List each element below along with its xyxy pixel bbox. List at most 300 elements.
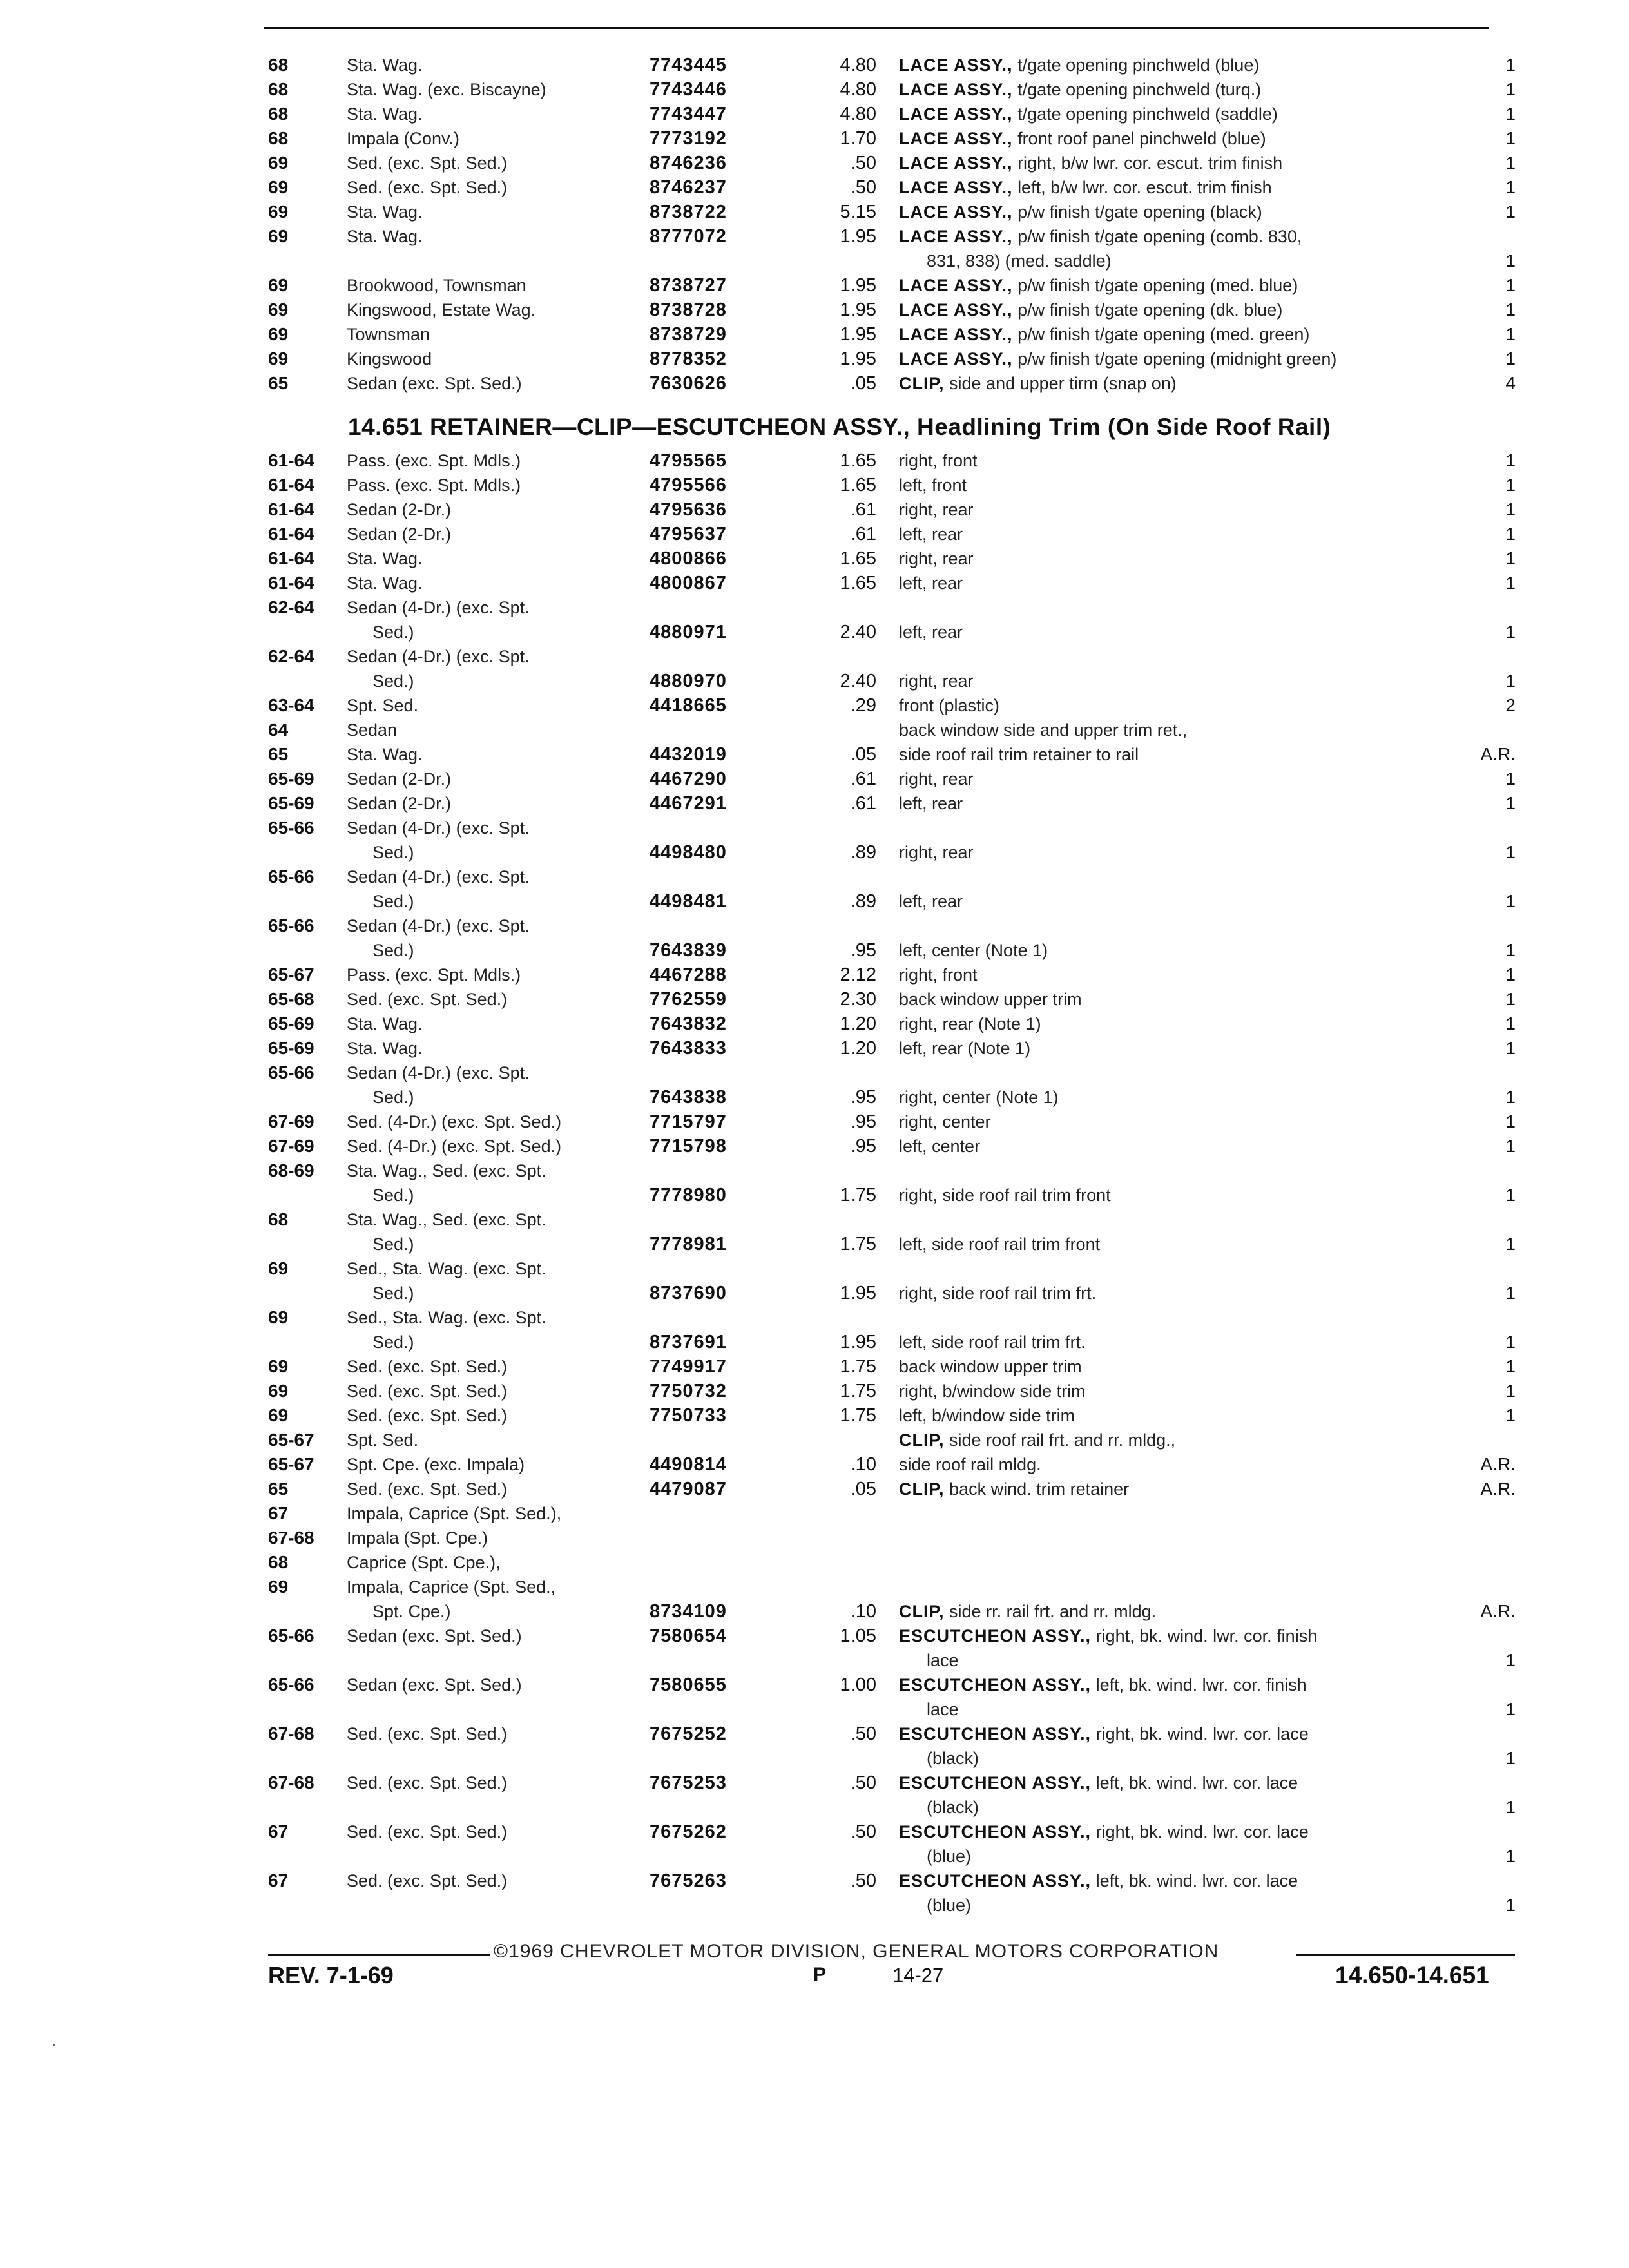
- quantity: 1: [1505, 153, 1516, 173]
- list-price: .05: [850, 373, 876, 394]
- list-price: 1.05: [840, 1626, 876, 1646]
- model-name-continued: Sed.): [372, 622, 414, 642]
- list-price: 1.95: [840, 226, 876, 247]
- model-name-continued: Spt. Cpe.): [372, 1602, 451, 1621]
- description-text: right, bk. wind. lwr. cor. finish: [1095, 1626, 1318, 1646]
- model-year: 65: [268, 1479, 289, 1499]
- model-name: Sedan (2-Dr.): [347, 524, 452, 544]
- table-row: [0, 450, 1629, 472]
- table-row: [0, 1160, 1629, 1206]
- part-number: 7675262: [650, 1821, 727, 1842]
- part-number: 8738729: [650, 324, 727, 345]
- part-description: [899, 323, 1466, 345]
- model-name: Brookwood, Townsman: [347, 276, 526, 295]
- list-price: 1.65: [840, 548, 876, 569]
- model-name: Impala, Caprice (Spt. Sed.,: [347, 1577, 556, 1597]
- list-price: 2.40: [840, 671, 876, 691]
- model-year: 65-69: [268, 1014, 314, 1033]
- description-text: left, rear (Note 1): [899, 1039, 1031, 1058]
- description-text: left, bk. wind. lwr. cor. finish: [1095, 1675, 1307, 1695]
- model-name: Impala, Caprice (Spt. Sed.),: [347, 1504, 562, 1523]
- scan-speck: [53, 2044, 55, 2046]
- part-number: 8746236: [650, 153, 727, 173]
- description-text: side and upper tirm (snap on): [949, 374, 1177, 393]
- description-text: left, rear: [899, 573, 963, 593]
- list-price: .29: [850, 695, 876, 716]
- model-year: 64: [268, 720, 289, 740]
- model-name: Spt. Sed.: [347, 1430, 419, 1450]
- list-price: .50: [850, 1870, 876, 1891]
- table-row: [0, 1674, 1629, 1719]
- description-continued: (blue): [927, 1896, 972, 1915]
- table-row: [0, 915, 1629, 961]
- model-name: Sedan (2-Dr.): [347, 794, 452, 813]
- part-name: ESCUTCHEON ASSY.,: [899, 1626, 1092, 1646]
- model-name: Impala (Conv.): [347, 129, 460, 148]
- model-year: 69: [268, 153, 289, 173]
- part-number: 7580655: [650, 1675, 727, 1695]
- quantity: 1: [1505, 1283, 1516, 1303]
- list-price: .05: [850, 744, 876, 765]
- part-number: 7715797: [650, 1111, 727, 1132]
- model-year: 67: [268, 1503, 289, 1523]
- part-description: [899, 1674, 1466, 1696]
- model-name: Sta. Wag.: [347, 104, 423, 124]
- list-price: .95: [850, 940, 876, 961]
- table-row: [0, 1037, 1629, 1059]
- list-price: 2.12: [840, 965, 876, 985]
- part-description: [899, 348, 1466, 370]
- part-description: [899, 274, 1466, 296]
- quantity: 1: [1505, 128, 1516, 148]
- model-year: 65-69: [268, 769, 314, 789]
- table-row: [0, 572, 1629, 594]
- model-year: 61-64: [268, 499, 314, 519]
- model-name: Sta. Wag.: [347, 549, 423, 568]
- description-text: side roof rail mldg.: [899, 1455, 1041, 1474]
- description-text: back wind. trim retainer: [949, 1479, 1130, 1499]
- table-row: [0, 1527, 1629, 1549]
- part-number: 4418665: [650, 695, 727, 716]
- model-year: 69: [268, 1381, 289, 1401]
- model-year: 62-64: [268, 646, 314, 666]
- list-price: 1.70: [840, 128, 876, 149]
- model-year: 68: [268, 79, 289, 99]
- quantity: A.R.: [1480, 1601, 1516, 1621]
- model-name: Impala (Spt. Cpe.): [347, 1528, 488, 1548]
- model-year: 65: [268, 373, 289, 393]
- table-row: [0, 1625, 1629, 1670]
- model-year: 68: [268, 1209, 289, 1229]
- quantity: 1: [1505, 573, 1516, 593]
- description-text: t/gate opening pinchweld (saddle): [1017, 104, 1278, 124]
- model-name: Sed. (exc. Spt. Sed.): [347, 1871, 508, 1890]
- list-price: 1.65: [840, 450, 876, 471]
- description-text: left, center: [899, 1137, 981, 1156]
- model-year: 61-64: [268, 548, 314, 568]
- table-row: [0, 348, 1629, 370]
- list-price: .61: [850, 524, 876, 544]
- table-row: [0, 597, 1629, 642]
- part-number: 7643838: [650, 1087, 727, 1108]
- table-row: [0, 719, 1629, 741]
- model-name: Sedan (exc. Spt. Sed.): [347, 1675, 522, 1695]
- model-name: Pass. (exc. Spt. Mdls.): [347, 451, 521, 470]
- model-year: 65-67: [268, 965, 314, 985]
- part-number: 7643833: [650, 1038, 727, 1059]
- description-text: t/gate opening pinchweld (turq.): [1017, 80, 1262, 99]
- model-year: 69: [268, 349, 289, 369]
- list-price: .89: [850, 891, 876, 912]
- part-name: LACE ASSY.,: [899, 300, 1013, 320]
- model-name: Sta. Wag.: [347, 202, 423, 222]
- model-year: 67-68: [268, 1724, 314, 1744]
- table-row: [0, 1405, 1629, 1427]
- description-text: t/gate opening pinchweld (blue): [1017, 55, 1260, 75]
- model-year: 61-64: [268, 573, 314, 593]
- part-name: CLIP,: [899, 1479, 945, 1499]
- part-number: 7743446: [650, 79, 727, 100]
- description-text: p/w finish t/gate opening (med. blue): [1017, 276, 1298, 295]
- top-rule: [264, 27, 1489, 29]
- model-year: 69: [268, 1356, 289, 1376]
- model-name-continued: Sed.): [372, 671, 414, 691]
- table-row: [0, 201, 1629, 223]
- model-year: 68: [268, 128, 289, 148]
- list-price: 1.75: [840, 1405, 876, 1426]
- model-name: Sta. Wag.: [347, 1039, 423, 1058]
- table-row: [0, 323, 1629, 345]
- part-number: 8737691: [650, 1332, 727, 1352]
- part-description: [899, 939, 1466, 961]
- part-description: [899, 548, 1466, 570]
- description-continued: 831, 838) (med. saddle): [927, 251, 1112, 271]
- table-row: [0, 695, 1629, 716]
- part-name: LACE ASSY.,: [899, 80, 1013, 99]
- quantity: 1: [1505, 251, 1516, 271]
- list-price: 1.00: [840, 1675, 876, 1695]
- description-text: right, front: [899, 965, 978, 985]
- quantity: 1: [1505, 1797, 1516, 1817]
- model-name: Sta. Wag.: [347, 1014, 423, 1033]
- model-name: Sed. (exc. Spt. Sed.): [347, 1773, 508, 1792]
- quantity: 1: [1505, 1234, 1516, 1254]
- part-number: 7750732: [650, 1381, 727, 1401]
- model-year: 65-66: [268, 867, 314, 887]
- list-price: 4.80: [840, 55, 876, 75]
- part-number: 4795637: [650, 524, 727, 544]
- model-name: Sedan (exc. Spt. Sed.): [347, 1626, 522, 1646]
- description-text: left, front: [899, 476, 967, 495]
- quantity: 1: [1505, 524, 1516, 544]
- table-row: [0, 1772, 1629, 1817]
- part-description: [899, 670, 1466, 692]
- table-row: [0, 152, 1629, 174]
- table-row: [0, 1821, 1629, 1866]
- part-number: 8738722: [650, 202, 727, 222]
- part-name: LACE ASSY.,: [899, 202, 1013, 222]
- model-name: Sta. Wag., Sed. (exc. Spt.: [347, 1161, 546, 1180]
- part-number: 4467288: [650, 965, 727, 985]
- model-name: Sedan (4-Dr.) (exc. Spt.: [347, 1063, 530, 1082]
- part-number: 4490814: [650, 1454, 727, 1475]
- description-continued: (black): [927, 1798, 979, 1817]
- part-description: [899, 1380, 1466, 1402]
- part-number: 7630626: [650, 373, 727, 394]
- part-number: 8746237: [650, 177, 727, 198]
- description-text: left, rear: [899, 892, 963, 911]
- part-name: LACE ASSY.,: [899, 104, 1013, 124]
- quantity: 4: [1505, 373, 1516, 393]
- table-row: [0, 1723, 1629, 1768]
- table-row: [0, 523, 1629, 545]
- copyright-text: ©1969 CHEVROLET MOTOR DIVISION, GENERAL MOTORS CORPORATION: [494, 1941, 1219, 1962]
- part-name: ESCUTCHEON ASSY.,: [899, 1724, 1092, 1744]
- description-text: right, center: [899, 1112, 991, 1131]
- model-year: 69: [268, 275, 289, 295]
- model-year: 69: [268, 177, 289, 197]
- model-year: 65-69: [268, 793, 314, 813]
- model-year: 65-66: [268, 1675, 314, 1695]
- part-description: [899, 964, 1466, 986]
- table-row: [0, 128, 1629, 149]
- table-row: [0, 1380, 1629, 1402]
- footer-copyright: [268, 1939, 1518, 1965]
- quantity: 1: [1505, 769, 1516, 789]
- table-row: [0, 1307, 1629, 1352]
- table-row: [0, 1429, 1629, 1451]
- part-description: [899, 299, 1466, 321]
- part-number: 4800866: [650, 548, 727, 569]
- list-price: 1.65: [840, 475, 876, 495]
- part-name: LACE ASSY.,: [899, 227, 1013, 246]
- description-continued: lace: [927, 1700, 959, 1719]
- quantity: A.R.: [1480, 1454, 1516, 1474]
- part-name: LACE ASSY.,: [899, 325, 1013, 344]
- part-name: LACE ASSY.,: [899, 178, 1013, 197]
- description-text: back window side and upper trim ret.,: [899, 720, 1188, 740]
- table-row: [0, 1013, 1629, 1035]
- part-number: 7778980: [650, 1185, 727, 1206]
- quantity: 1: [1505, 622, 1516, 642]
- model-name: Townsman: [347, 325, 430, 344]
- model-name-continued: Sed.): [372, 941, 414, 960]
- part-number: 7715798: [650, 1136, 727, 1157]
- description-text: left, b/w lwr. cor. escut. trim finish: [1017, 178, 1272, 197]
- model-year: 69: [268, 1577, 289, 1597]
- quantity: 1: [1505, 104, 1516, 124]
- model-name: Sed. (exc. Spt. Sed.): [347, 1724, 508, 1744]
- part-number: 4880971: [650, 622, 727, 642]
- part-description: [899, 103, 1466, 125]
- description-text: right, center (Note 1): [899, 1088, 1059, 1107]
- quantity: 1: [1505, 55, 1516, 75]
- quantity: 1: [1505, 300, 1516, 320]
- table-row: [0, 1454, 1629, 1475]
- model-name: Sed. (4-Dr.) (exc. Spt. Sed.): [347, 1137, 562, 1156]
- quantity: 1: [1505, 499, 1516, 519]
- table-row: [0, 817, 1629, 863]
- list-price: 4.80: [840, 79, 876, 100]
- model-year: 67: [268, 1870, 289, 1890]
- list-price: .10: [850, 1601, 876, 1622]
- description-text: p/w finish t/gate opening (midnight green): [1017, 349, 1337, 369]
- model-name: Sedan: [347, 720, 398, 740]
- part-number: 7762559: [650, 989, 727, 1010]
- table-row: [0, 1870, 1629, 1915]
- model-name: Sed. (exc. Spt. Sed.): [347, 1406, 508, 1425]
- model-year: 65-66: [268, 1626, 314, 1646]
- part-description: [899, 79, 1466, 101]
- part-description: [899, 1625, 1466, 1647]
- model-year: 62-64: [268, 597, 314, 617]
- description-text: right, side roof rail trim frt.: [899, 1283, 1097, 1303]
- list-price: .50: [850, 1821, 876, 1842]
- part-name: LACE ASSY.,: [899, 153, 1013, 173]
- description-text: left, b/window side trim: [899, 1406, 1075, 1425]
- part-number: 4467290: [650, 769, 727, 789]
- quantity: 1: [1505, 1014, 1516, 1033]
- model-year: 67: [268, 1821, 289, 1841]
- model-name: Pass. (exc. Spt. Mdls.): [347, 965, 521, 985]
- quantity: 1: [1505, 79, 1516, 99]
- part-name: LACE ASSY.,: [899, 129, 1013, 148]
- model-year: 61-64: [268, 450, 314, 470]
- quantity: 1: [1505, 891, 1516, 911]
- quantity: 1: [1505, 1087, 1516, 1107]
- model-name: Sta. Wag.: [347, 573, 423, 593]
- part-description: [899, 1772, 1466, 1794]
- part-number: 4498480: [650, 842, 727, 863]
- quantity: 1: [1505, 1895, 1516, 1915]
- quantity: 1: [1505, 1846, 1516, 1866]
- description-text: right, front: [899, 451, 978, 470]
- part-number: 4795566: [650, 475, 727, 495]
- part-description: [899, 1086, 1466, 1108]
- part-name: ESCUTCHEON ASSY.,: [899, 1675, 1092, 1695]
- part-description: [899, 201, 1466, 223]
- table-row: [0, 226, 1629, 271]
- model-year: 61-64: [268, 524, 314, 544]
- part-number: 7675252: [650, 1724, 727, 1744]
- quantity: 1: [1505, 671, 1516, 691]
- part-description: [899, 54, 1466, 76]
- list-price: .95: [850, 1136, 876, 1157]
- section-range: 14.650-14.651: [1335, 1962, 1489, 1988]
- model-name-continued: Sed.): [372, 843, 414, 862]
- model-name: Sedan (4-Dr.) (exc. Spt.: [347, 867, 530, 887]
- part-description: [899, 572, 1466, 594]
- model-name: Sedan (4-Dr.) (exc. Spt.: [347, 647, 530, 666]
- table-row: [0, 499, 1629, 521]
- description-text: back window upper trim: [899, 1357, 1082, 1376]
- part-number: 7675253: [650, 1773, 727, 1793]
- list-price: .95: [850, 1087, 876, 1108]
- part-number: 7778981: [650, 1234, 727, 1254]
- description-text: right, rear (Note 1): [899, 1014, 1041, 1033]
- part-description: [899, 152, 1466, 174]
- model-year: 67-69: [268, 1111, 314, 1131]
- description-text: right, rear: [899, 769, 974, 789]
- list-price: 1.95: [840, 275, 876, 296]
- part-description: [899, 1405, 1466, 1427]
- model-year: 67-69: [268, 1136, 314, 1156]
- description-text: p/w finish t/gate opening (black): [1017, 202, 1262, 222]
- part-description: [899, 1135, 1466, 1157]
- list-price: .61: [850, 769, 876, 789]
- model-name: Sed., Sta. Wag. (exc. Spt.: [347, 1308, 546, 1327]
- model-name: Sedan (4-Dr.) (exc. Spt.: [347, 916, 530, 936]
- part-number: 7749917: [650, 1356, 727, 1377]
- description-text: back window upper trim: [899, 990, 1082, 1009]
- list-price: 1.20: [840, 1014, 876, 1034]
- table-row: [0, 1503, 1629, 1524]
- part-description: [899, 1723, 1466, 1745]
- part-name: ESCUTCHEON ASSY.,: [899, 1822, 1092, 1841]
- table-row: [0, 1356, 1629, 1378]
- table-row: [0, 548, 1629, 570]
- part-number: 7675263: [650, 1870, 727, 1891]
- description-text: right, rear: [899, 843, 974, 862]
- list-price: .50: [850, 153, 876, 173]
- part-description: [899, 1356, 1466, 1378]
- description-text: right, rear: [899, 549, 974, 568]
- model-name: Sed. (exc. Spt. Sed.): [347, 1822, 508, 1841]
- description-text: left, rear: [899, 622, 963, 642]
- model-name-continued: Sed.): [372, 1283, 414, 1303]
- model-name: Sta. Wag.: [347, 745, 423, 764]
- part-number: 7743447: [650, 104, 727, 124]
- quantity: 1: [1505, 1136, 1516, 1156]
- model-name: Sed., Sta. Wag. (exc. Spt.: [347, 1259, 546, 1278]
- part-description: [899, 768, 1466, 790]
- page-number: 14-27: [892, 1964, 944, 1986]
- model-year: 65: [268, 744, 289, 764]
- model-name: Sedan (4-Dr.) (exc. Spt.: [347, 598, 530, 617]
- list-price: .61: [850, 793, 876, 814]
- model-year: 67-68: [268, 1773, 314, 1792]
- part-description: [899, 523, 1466, 545]
- list-price: .50: [850, 1773, 876, 1793]
- description-text: left, bk. wind. lwr. cor. lace: [1095, 1773, 1298, 1792]
- description-text: left, side roof rail trim frt.: [899, 1332, 1086, 1352]
- model-name: Sed. (4-Dr.) (exc. Spt. Sed.): [347, 1112, 562, 1131]
- part-name: CLIP,: [899, 374, 945, 393]
- quantity: 1: [1505, 324, 1516, 344]
- model-year: 68: [268, 104, 289, 124]
- part-description: [899, 719, 1466, 741]
- part-number: 8738728: [650, 300, 727, 320]
- table-row: [0, 744, 1629, 765]
- quantity: 1: [1505, 177, 1516, 197]
- part-name: CLIP,: [899, 1602, 945, 1621]
- part-number: 4432019: [650, 744, 727, 765]
- description-continued: (black): [927, 1749, 979, 1768]
- list-price: 1.95: [840, 1332, 876, 1352]
- description-text: right, b/window side trim: [899, 1381, 1086, 1401]
- description-text: left, side roof rail trim front: [899, 1235, 1101, 1254]
- description-text: right, rear: [899, 500, 974, 519]
- part-description: [899, 1429, 1466, 1451]
- table-row: [0, 177, 1629, 198]
- part-description: [899, 621, 1466, 643]
- description-continued: (blue): [927, 1847, 972, 1866]
- quantity: 1: [1505, 965, 1516, 985]
- part-description: [899, 695, 1466, 716]
- model-name-continued: Sed.): [372, 1088, 414, 1107]
- part-name: LACE ASSY.,: [899, 276, 1013, 295]
- part-number: 7743445: [650, 55, 727, 75]
